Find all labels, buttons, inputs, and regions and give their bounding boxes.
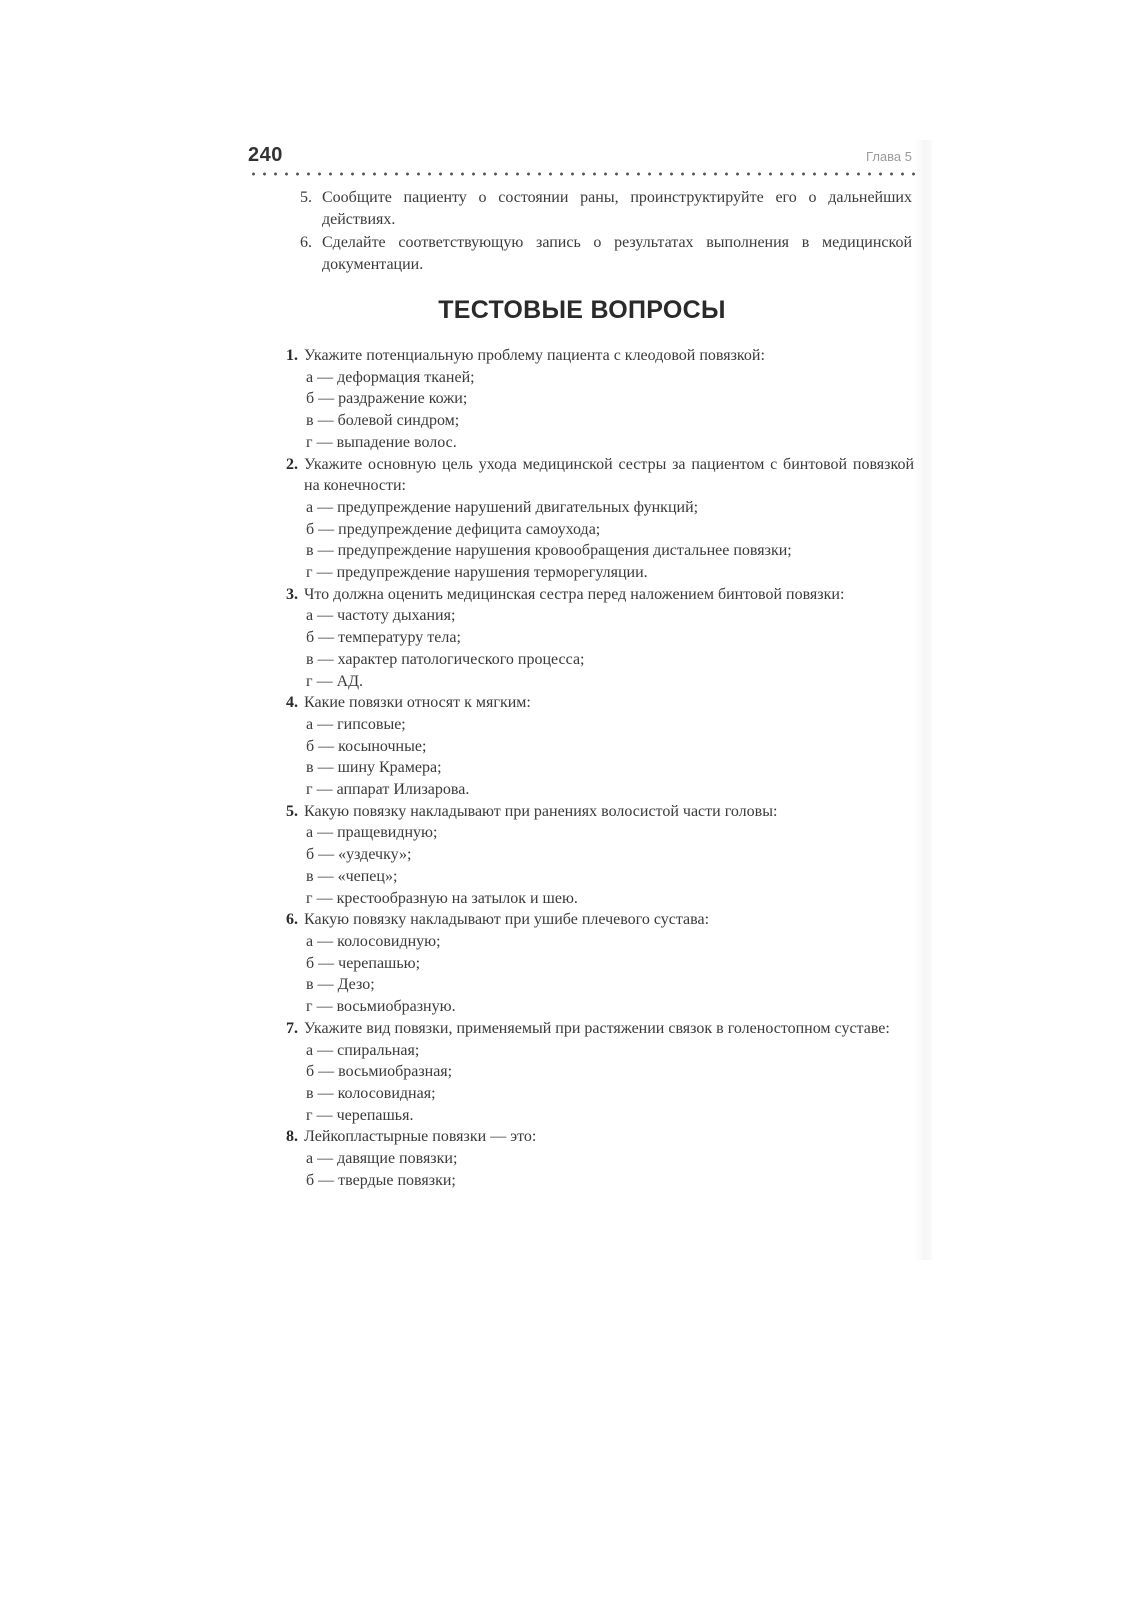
option-dash: — <box>318 1171 335 1189</box>
option-letter: а <box>306 607 314 625</box>
answer-options <box>286 1148 914 1191</box>
option-letter: б <box>306 954 315 972</box>
question-text <box>286 1126 914 1148</box>
question-prompt: Укажите вид повязки, применяемый при растяжении связок в голеностопном суставе: <box>304 1019 890 1037</box>
answer-option <box>306 779 914 801</box>
option-letter: в <box>306 542 314 560</box>
option-letter: г <box>306 889 313 907</box>
option-letter: г <box>306 1106 313 1124</box>
option-dash: — <box>317 1150 334 1168</box>
answer-option <box>306 888 914 910</box>
answer-option <box>306 410 914 432</box>
answer-options <box>286 367 914 454</box>
answer-options <box>286 497 914 584</box>
answer-option <box>306 714 914 736</box>
question-5 <box>286 801 914 910</box>
question-prompt: Лейкопластырные повязки — это: <box>304 1128 537 1146</box>
option-dash: — <box>318 846 335 864</box>
question-text <box>286 692 914 714</box>
question-prompt: Что должна оценить медицинская сестра перед наложением бинтовой повязки: <box>304 585 845 603</box>
intro-step-text: Сообщите пациенту о состоянии раны, проинструктируйте его о дальнейших действиях. <box>322 189 912 228</box>
option-letter: б <box>306 390 315 408</box>
intro-step <box>300 187 912 231</box>
option-text: восьмиобразная; <box>338 1063 453 1081</box>
answer-option <box>306 931 914 953</box>
question-2 <box>286 454 914 584</box>
answer-option <box>306 844 914 866</box>
option-dash: — <box>317 1041 334 1059</box>
option-letter: г <box>306 672 313 690</box>
intro-steps-list <box>300 187 912 277</box>
option-dash: — <box>316 998 333 1016</box>
answer-option <box>306 432 914 454</box>
answer-option <box>306 996 914 1018</box>
answer-option <box>306 605 914 627</box>
question-number: 6. <box>286 911 298 929</box>
question-text <box>286 1018 914 1040</box>
option-letter: б <box>306 846 315 864</box>
question-8 <box>286 1126 914 1191</box>
answer-option <box>306 953 914 975</box>
option-letter: б <box>306 1171 315 1189</box>
option-letter: а <box>306 368 314 386</box>
answer-option <box>306 1105 914 1127</box>
option-dash: — <box>317 498 334 516</box>
option-text: давящие повязки; <box>337 1150 458 1168</box>
option-letter: а <box>306 1150 314 1168</box>
answer-option <box>306 1061 914 1083</box>
answer-option <box>306 649 914 671</box>
option-text: колосовидная; <box>337 1084 436 1102</box>
answer-option <box>306 519 914 541</box>
option-dash: — <box>317 932 334 950</box>
option-dash: — <box>318 954 335 972</box>
option-text: Дезо; <box>337 976 375 994</box>
answer-option <box>306 388 914 410</box>
option-letter: в <box>306 759 314 777</box>
answer-options <box>286 714 914 801</box>
answer-option <box>306 822 914 844</box>
question-prompt: Какую повязку накладывают при ушибе плечевого сустава: <box>304 911 710 929</box>
option-text: характер патологического процесса; <box>337 650 585 668</box>
question-number: 7. <box>286 1019 298 1037</box>
option-text: предупреждение нарушения терморегуляции. <box>336 564 648 582</box>
option-text: болевой синдром; <box>337 412 460 430</box>
option-dash: — <box>317 824 334 842</box>
option-text: предупреждение нарушения кровообращения дистальнее повязки; <box>337 542 792 560</box>
option-text: гипсовые; <box>337 715 406 733</box>
answer-option <box>306 757 914 779</box>
answer-option <box>306 736 914 758</box>
option-text: шину Крамера; <box>337 759 442 777</box>
option-dash: — <box>318 1063 335 1081</box>
option-text: частоту дыхания; <box>337 607 456 625</box>
question-text <box>286 454 914 497</box>
option-dash: — <box>316 564 333 582</box>
option-letter: в <box>306 867 314 885</box>
answer-option <box>306 497 914 519</box>
answer-option <box>306 974 914 996</box>
option-dash: — <box>317 759 334 777</box>
question-number: 2. <box>286 455 298 473</box>
answer-options <box>286 605 914 692</box>
answer-option <box>306 671 914 693</box>
question-number: 4. <box>286 694 298 712</box>
answer-option <box>306 540 914 562</box>
answer-options <box>286 931 914 1018</box>
answer-option <box>306 367 914 389</box>
option-letter: а <box>306 824 314 842</box>
question-prompt: Укажите основную цель ухода медицинской сестры за пациентом с бинтовой повязкой на конечности: <box>304 455 914 495</box>
option-dash: — <box>317 715 334 733</box>
option-letter: в <box>306 1084 314 1102</box>
option-text: «чепец»; <box>337 867 398 885</box>
option-text: косыночные; <box>338 737 427 755</box>
option-text: температуру тела; <box>338 629 461 647</box>
answer-options <box>286 1040 914 1127</box>
question-prompt: Укажите потенциальную проблему пациента с клеодовой повязкой: <box>304 347 765 364</box>
option-dash: — <box>316 433 333 451</box>
option-dash: — <box>317 542 334 560</box>
intro-step <box>300 232 912 276</box>
option-text: раздражение кожи; <box>338 390 468 408</box>
answer-option <box>306 627 914 649</box>
question-number: 8. <box>286 1128 298 1146</box>
answer-option <box>306 562 914 584</box>
option-letter: б <box>306 1063 315 1081</box>
option-letter: а <box>306 498 314 516</box>
option-text: выпадение волос. <box>336 433 457 451</box>
question-text <box>286 584 914 606</box>
option-text: крестообразную на затылок и шею. <box>336 889 578 907</box>
option-letter: б <box>306 520 315 538</box>
intro-step-text: Сделайте соответствующую запись о результатах выполнения в медицинской документации. <box>322 234 912 273</box>
question-7 <box>286 1018 914 1127</box>
option-letter: а <box>306 715 314 733</box>
option-dash: — <box>318 390 335 408</box>
option-dash: — <box>318 520 335 538</box>
question-text <box>286 801 914 823</box>
question-text <box>286 909 914 931</box>
running-header <box>248 142 916 182</box>
option-text: предупреждение нарушений двигательных функций; <box>337 498 699 516</box>
option-dash: — <box>317 650 334 668</box>
page-edge-shadow <box>914 140 932 1260</box>
option-dash: — <box>316 781 333 799</box>
option-text: черепашья. <box>336 1106 414 1124</box>
answer-option <box>306 1148 914 1170</box>
option-letter: г <box>306 781 313 799</box>
question-number: 5. <box>286 802 298 820</box>
answer-option <box>306 866 914 888</box>
test-questions-list <box>286 345 914 1191</box>
option-text: пращевидную; <box>337 824 438 842</box>
option-text: деформация тканей; <box>337 368 475 386</box>
answer-option <box>306 1040 914 1062</box>
option-dash: — <box>318 629 335 647</box>
option-text: твердые повязки; <box>338 1171 456 1189</box>
option-text: колосовидную; <box>337 932 441 950</box>
option-text: АД. <box>336 672 364 690</box>
option-dash: — <box>316 1106 333 1124</box>
question-1 <box>286 345 914 454</box>
answer-option <box>306 1170 914 1192</box>
option-dash: — <box>317 607 334 625</box>
question-3 <box>286 584 914 693</box>
section-title: ТЕСТОВЫЕ ВОПРОСЫ <box>438 296 726 324</box>
option-text: предупреждение дефицита самоухода; <box>338 520 601 538</box>
option-letter: г <box>306 998 313 1016</box>
intro-step-number: 6. <box>300 234 312 251</box>
option-letter: г <box>306 564 313 582</box>
option-letter: г <box>306 433 313 451</box>
option-letter: в <box>306 412 314 430</box>
option-letter: б <box>306 737 315 755</box>
question-6 <box>286 909 914 1018</box>
header-dotted-rule <box>248 172 916 176</box>
option-dash: — <box>317 976 334 994</box>
answer-option <box>306 1083 914 1105</box>
option-dash: — <box>317 412 334 430</box>
chapter-label: Глава 5 <box>866 149 912 164</box>
option-letter: в <box>306 976 314 994</box>
option-letter: б <box>306 629 315 647</box>
question-number: 3. <box>286 585 298 603</box>
question-4 <box>286 692 914 801</box>
option-text: «уздечку»; <box>338 846 412 864</box>
option-text: черепашью; <box>338 954 421 972</box>
option-dash: — <box>317 1084 334 1102</box>
option-letter: а <box>306 1041 314 1059</box>
option-text: восьмиобразную. <box>336 998 456 1016</box>
option-dash: — <box>318 737 335 755</box>
option-dash: — <box>317 368 334 386</box>
option-dash: — <box>317 867 334 885</box>
page-number: 240 <box>248 144 283 166</box>
question-text <box>286 345 914 367</box>
option-text: аппарат Илизарова. <box>336 781 470 799</box>
option-letter: а <box>306 932 314 950</box>
option-dash: — <box>316 889 333 907</box>
question-number: 1. <box>286 347 298 364</box>
option-dash: — <box>316 672 333 690</box>
option-letter: в <box>306 650 314 668</box>
intro-step-number: 5. <box>300 189 312 206</box>
answer-options <box>286 822 914 909</box>
option-text: спиральная; <box>337 1041 420 1059</box>
question-prompt: Какую повязку накладывают при ранениях волосистой части головы: <box>304 802 778 820</box>
question-prompt: Какие повязки относят к мягким: <box>304 694 531 712</box>
